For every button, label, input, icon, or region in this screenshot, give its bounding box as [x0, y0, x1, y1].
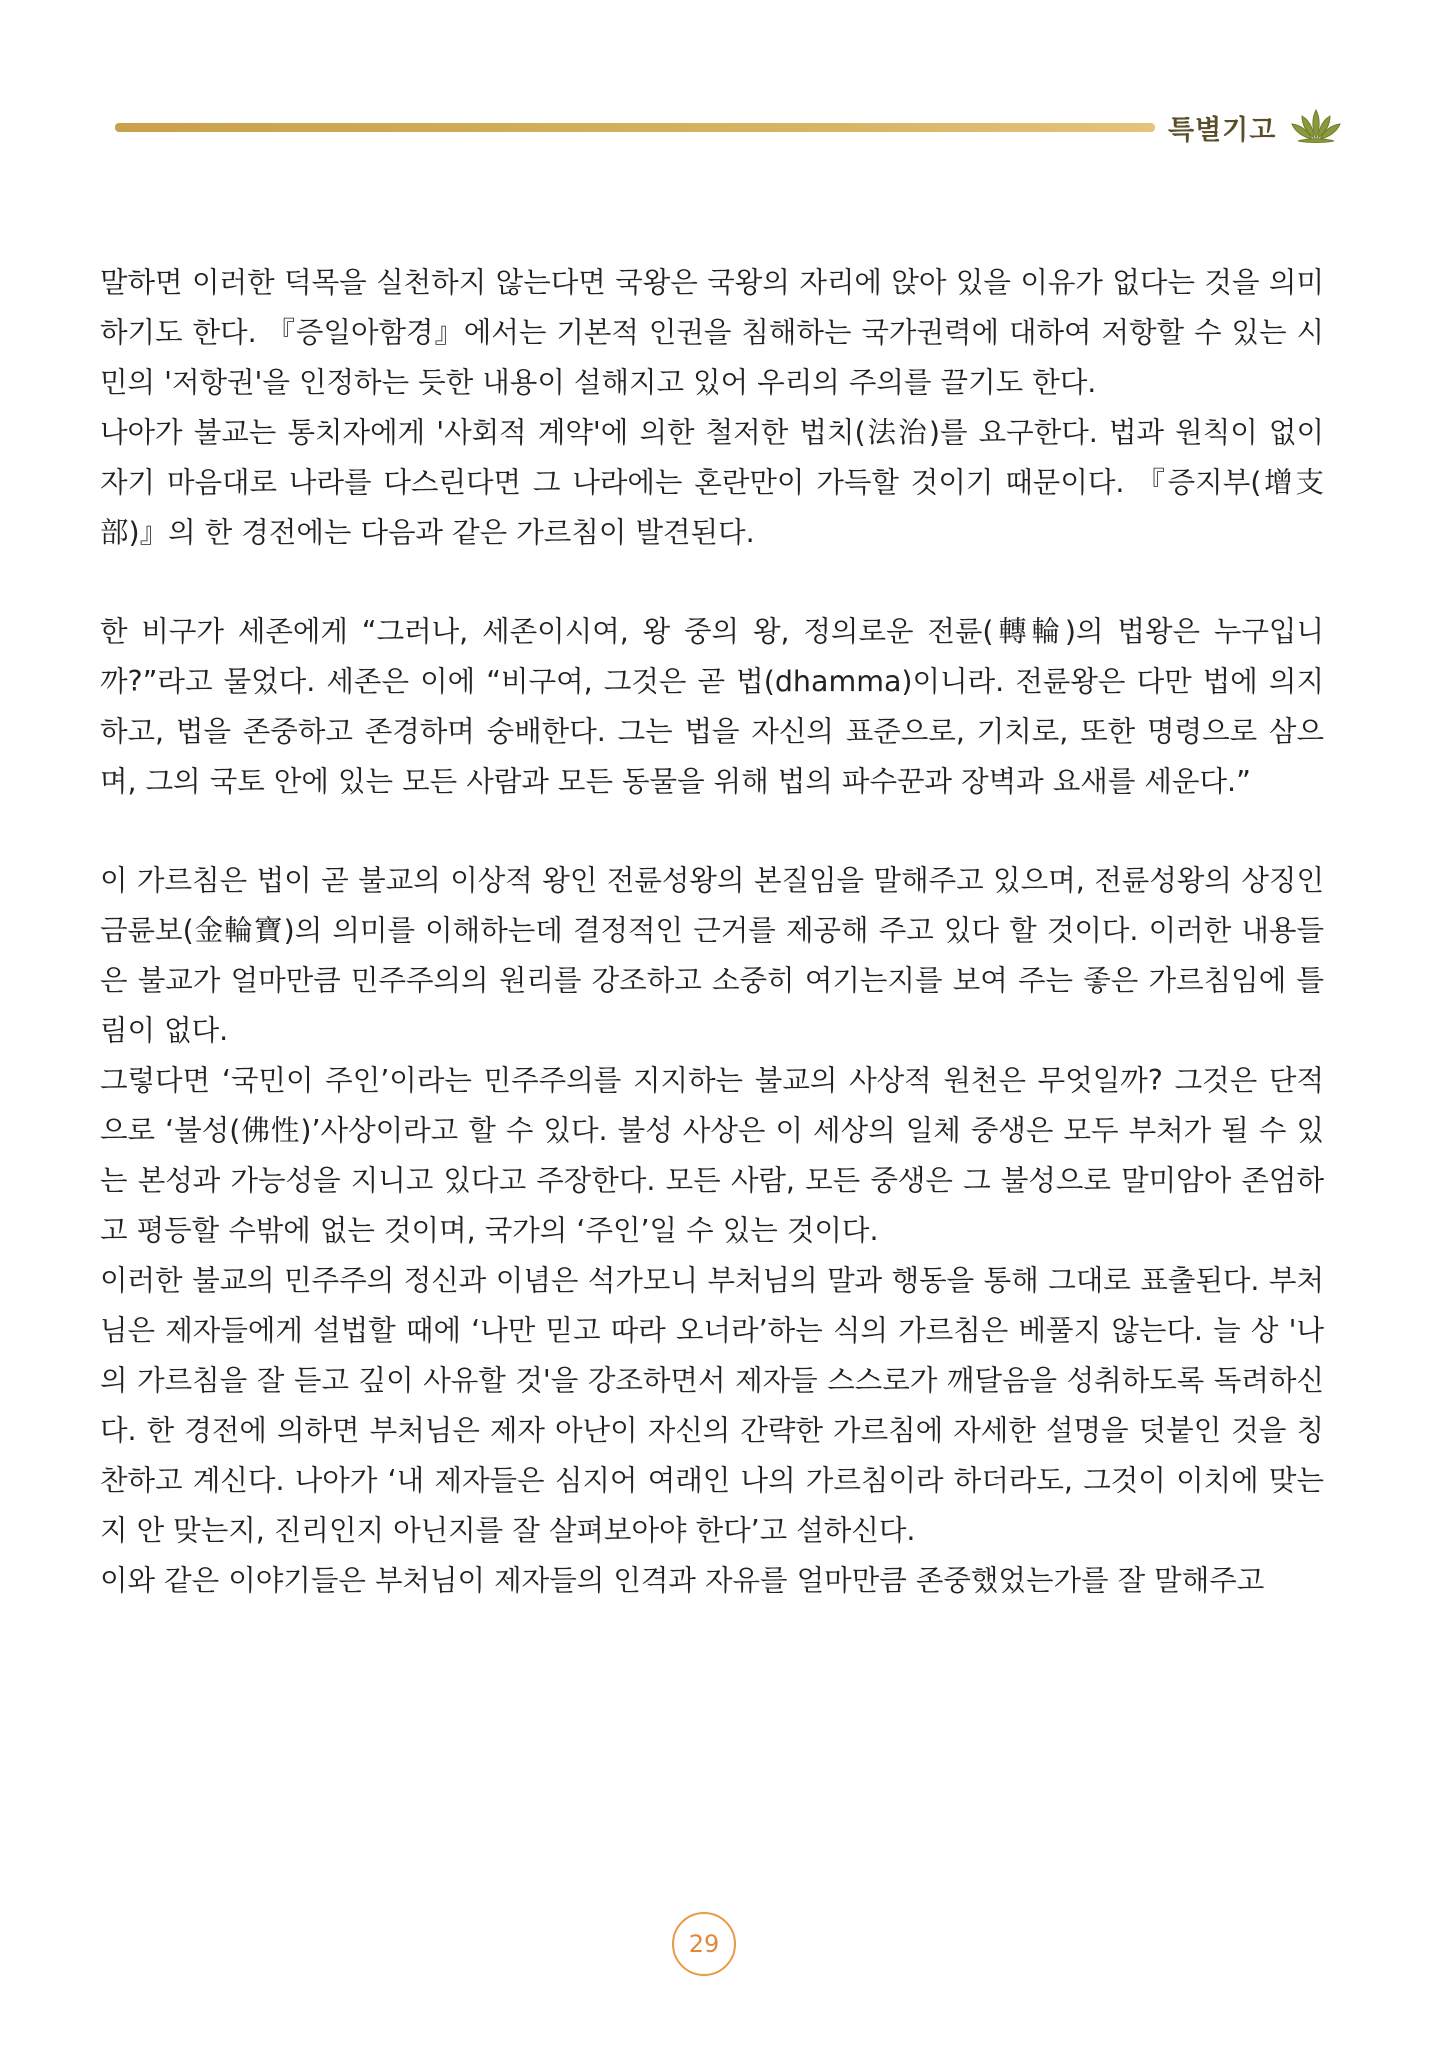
lotus-icon [1290, 108, 1342, 144]
quote-paragraph: 한 비구가 세존에게 “그러나, 세존이시여, 왕 중의 왕, 정의로운 전륜(轉輪)의 법왕은 누구입니까?”라고 물었다. 세존은 이에 “비구여, 그것은 곧 법(dhamma)이니라. 전륜왕은 다만 법에 의지하고, 법을 존중하고 존경하며 숭배한다. 그는 법을 자신의 표준으로, 기치로, 또한 명령으로 삼으며, 그의 국토 안에 있는 모든 사람과 모든 동물을 위해 법의 파수꾼과 장벽과 요새를 세운다.” [100, 615, 1324, 798]
paragraph: 나아가 불교는 통치자에게 '사회적 계약'에 의한 철저한 법치(法治)를 요구한다. 법과 원칙이 없이 자기 마음대로 나라를 다스린다면 그 나라에는 혼란만이 가득할 것이기 때문이다. 『증지부(增支部)』의 한 경전에는 다음과 같은 가르침이 발견된다. [100, 416, 1325, 549]
header-rule [115, 123, 1155, 132]
page-number: 29 [672, 1912, 736, 1976]
paragraph: 이 가르침은 법이 곧 불교의 이상적 왕인 전륜성왕의 본질임을 말해주고 있으며, 전륜성왕의 상징인 금륜보(金輪寶)의 의미를 이해하는데 결정적인 근거를 제공해 주고 있다 할 것이다. 이러한 내용들은 불교가 얼마만큼 민주주의의 원리를 강조하고 소중히 여기는지를 보여 주는 좋은 가르침임에 틀림이 없다. [100, 864, 1324, 1047]
paragraph-gap [100, 807, 1324, 856]
paragraph-gap [100, 558, 1324, 607]
paragraph: 말하면 이러한 덕목을 실천하지 않는다면 국왕은 국왕의 자리에 앉아 있을 이유가 없다는 것을 의미하기도 한다. 『증일아함경』에서는 기본적 인권을 침해하는 국가권력에 대하여 저항할 수 있는 시민의 '저항권'을 인정하는 듯한 내용이 설해지고 있어 우리의 주의를 끌기도 한다. [100, 266, 1324, 399]
page-header [0, 100, 1441, 160]
paragraph: 이러한 불교의 민주주의 정신과 이념은 석가모니 부처님의 말과 행동을 통해 그대로 표출된다. 부처님은 제자들에게 설법할 때에 ‘나만 믿고 따라 오너라’하는 식의 가르침은 베풀지 않는다. 늘 상 '나의 가르침을 잘 듣고 깊이 사유할 것'을 강조하면서 제자들 스스로가 깨달음을 성취하도록 독려하신다. 한 경전에 의하면 부처님은 제자 아난이 자신의 간략한 가르침에 자세한 설명을 덧붙인 것을 칭찬하고 계신다. 나아가 ‘내 제자들은 심지어 여래인 나의 가르침이라 하더라도, 그것이 이치에 맞는지 안 맞는지, 진리인지 아닌지를 잘 살펴보아야 한다’고 설하신다. [100, 1264, 1324, 1547]
section-label: 특별기고 [1168, 115, 1277, 146]
article-body [100, 258, 1324, 1606]
paragraph: 이와 같은 이야기들은 부처님이 제자들의 인격과 자유를 얼마만큼 존중했었는가를 잘 말해주고 [100, 1564, 1265, 1597]
paragraph: 그렇다면 ‘국민이 주인’이라는 민주주의를 지지하는 불교의 사상적 원천은 무엇일까? 그것은 단적으로 ‘불성(佛性)’사상이라고 할 수 있다. 불성 사상은 이 세상의 일체 중생은 모두 부처가 될 수 있는 본성과 가능성을 지니고 있다고 주장한다. 모든 사람, 모든 중생은 그 불성으로 말미암아 존엄하고 평등할 수밖에 없는 것이며, 국가의 ‘주인’일 수 있는 것이다. [100, 1064, 1324, 1247]
